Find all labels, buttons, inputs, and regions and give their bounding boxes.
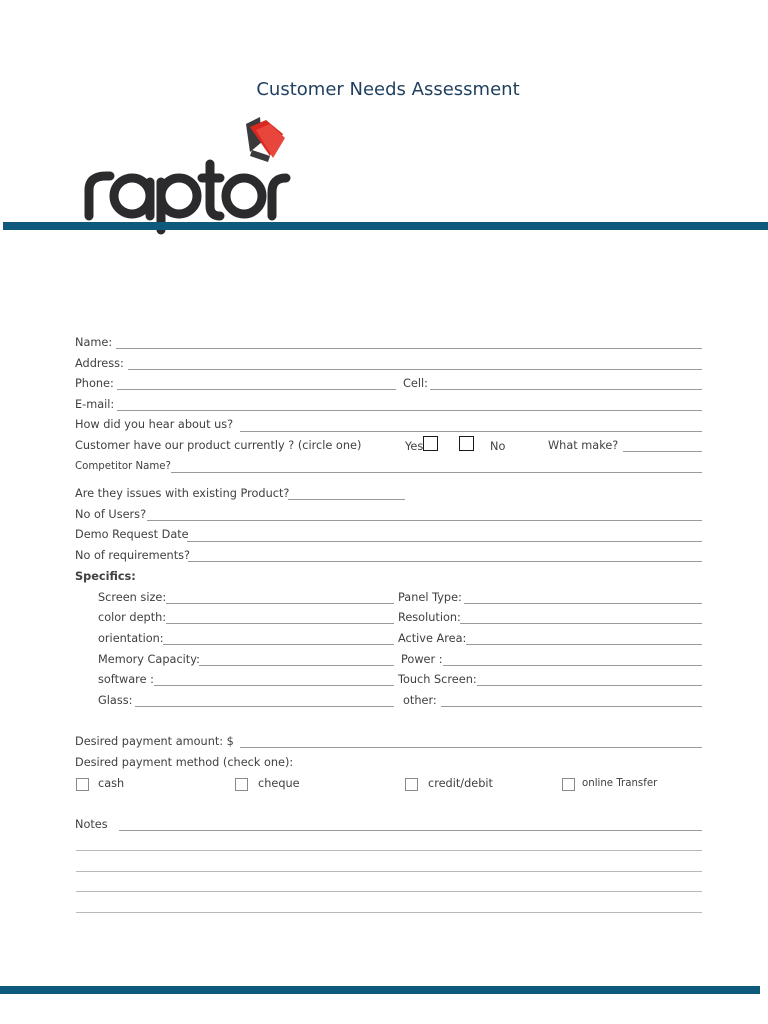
orientation-label: orientation: <box>98 632 164 645</box>
email-label: E-mail: <box>75 398 115 411</box>
no-checkbox[interactable] <box>459 436 474 451</box>
requirements-field[interactable] <box>188 561 702 562</box>
memory-label: Memory Capacity: <box>98 653 200 666</box>
address-label: Address: <box>75 357 124 370</box>
users-field[interactable] <box>147 520 702 521</box>
notes-line[interactable] <box>76 850 702 851</box>
touch-screen-field[interactable] <box>477 685 702 686</box>
color-depth-field[interactable] <box>166 623 394 624</box>
screen-size-field[interactable] <box>166 603 394 604</box>
hear-label: How did you hear about us? <box>75 418 234 431</box>
notes-line[interactable] <box>76 912 702 913</box>
page-title: Customer Needs Assessment <box>256 79 520 100</box>
demo-label: Demo Request Date <box>75 528 189 541</box>
payment-amount-field[interactable] <box>240 747 702 748</box>
payment-amount-label: Desired payment amount: $ <box>75 735 234 748</box>
competitor-field[interactable] <box>171 472 702 473</box>
cheque-checkbox[interactable] <box>235 778 248 791</box>
name-field[interactable] <box>116 348 702 349</box>
online-transfer-label: online Transfer <box>582 778 658 789</box>
payment-method-label: Desired payment method (check one): <box>75 756 294 769</box>
software-label: software : <box>98 673 154 686</box>
product-question-label: Customer have our product currently ? (circle one) <box>75 439 362 452</box>
active-area-label: Active Area: <box>398 632 467 645</box>
power-label: Power : <box>401 653 443 666</box>
notes-line[interactable] <box>76 891 702 892</box>
yes-label: Yes <box>405 440 424 453</box>
software-field[interactable] <box>154 685 394 686</box>
demo-field[interactable] <box>187 541 702 542</box>
no-label: No <box>490 440 506 453</box>
issues-field[interactable] <box>288 499 405 500</box>
phone-label: Phone: <box>75 377 114 390</box>
screen-size-label: Screen size: <box>98 591 167 604</box>
competitor-label: Competitor Name? <box>75 461 171 472</box>
glass-label: Glass: <box>98 694 133 707</box>
credit-debit-checkbox[interactable] <box>405 778 418 791</box>
resolution-field[interactable] <box>460 623 702 624</box>
resolution-label: Resolution: <box>398 611 461 624</box>
cheque-label: cheque <box>258 777 300 790</box>
requirements-label: No of requirements? <box>75 549 191 562</box>
issues-label: Are they issues with existing Product? <box>75 487 290 500</box>
notes-label: Notes <box>75 818 108 831</box>
cell-field[interactable] <box>430 389 702 390</box>
orientation-field[interactable] <box>163 644 394 645</box>
panel-type-field[interactable] <box>464 603 702 604</box>
notes-line[interactable] <box>76 871 702 872</box>
glass-field[interactable] <box>135 706 394 707</box>
raptor-logo <box>80 112 295 237</box>
active-area-field[interactable] <box>466 644 702 645</box>
header-divider <box>3 222 768 230</box>
credit-debit-label: credit/debit <box>428 777 493 790</box>
memory-field[interactable] <box>199 665 394 666</box>
power-field[interactable] <box>443 665 702 666</box>
online-transfer-checkbox[interactable] <box>562 778 575 791</box>
what-make-label: What make? <box>548 439 619 452</box>
hear-field[interactable] <box>240 431 702 432</box>
specifics-heading: Specifics: <box>75 570 136 583</box>
what-make-field[interactable] <box>623 451 702 452</box>
users-label: No of Users? <box>75 508 147 521</box>
cash-label: cash <box>98 777 125 790</box>
touch-screen-label: Touch Screen: <box>398 673 477 686</box>
phone-field[interactable] <box>117 389 396 390</box>
other-label: other: <box>403 694 437 707</box>
book-icon <box>246 117 285 162</box>
panel-type-label: Panel Type: <box>398 591 462 604</box>
cell-label: Cell: <box>403 377 428 390</box>
cash-checkbox[interactable] <box>76 778 89 791</box>
color-depth-label: color depth: <box>98 611 167 624</box>
other-field[interactable] <box>441 706 702 707</box>
email-field[interactable] <box>117 410 702 411</box>
yes-checkbox[interactable] <box>423 436 438 451</box>
notes-line[interactable] <box>119 830 702 831</box>
name-label: Name: <box>75 336 113 349</box>
address-field[interactable] <box>128 369 702 370</box>
footer-divider <box>0 986 760 994</box>
